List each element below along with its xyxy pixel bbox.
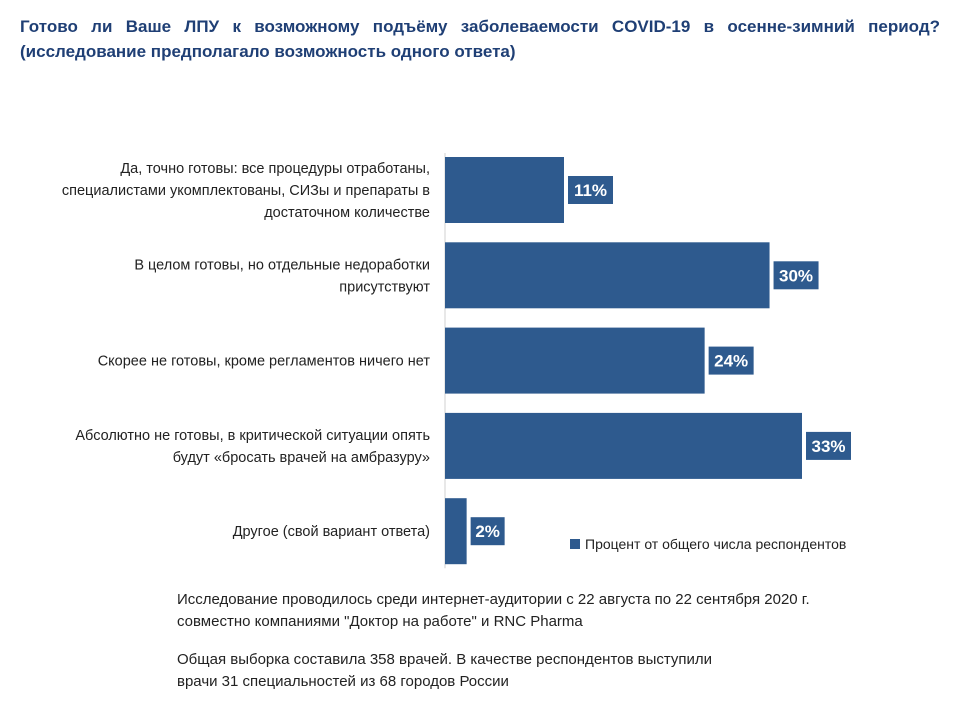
legend-swatch <box>570 539 580 549</box>
category-label-3-line-1: Скорее не готовы, кроме регламентов ничего нет <box>97 353 430 370</box>
data-label-1: 11% <box>573 181 608 200</box>
study-note-line-1: Исследование проводилось среди интернет-аудитории с 22 августа по 22 сентября 2020 г. <box>177 591 810 608</box>
category-label-4-line-2: будут «бросать врачей на амбразуру» <box>172 449 430 466</box>
bar-2 <box>445 242 770 308</box>
category-label-2-line-1: В целом готовы, но отдельные недоработки <box>134 257 430 274</box>
bar-1 <box>445 157 564 223</box>
legend-label: Процент от общего числа респондентов <box>585 536 847 552</box>
bar-3 <box>445 328 705 394</box>
category-label-1-line-2: специалистами укомплектованы, СИЗы и препараты в <box>61 183 430 199</box>
bar-5 <box>445 498 467 564</box>
study-note-period <box>177 589 937 633</box>
data-label-4: 33% <box>811 436 846 456</box>
study-note-line-2: совместно компаниями "Доктор на работе" и RNC Pharma <box>177 613 583 630</box>
data-label-5: 2% <box>475 522 500 542</box>
category-label-5-line-1: Другое (свой вариант ответа) <box>232 524 430 541</box>
category-label-4-line-1: Абсолютно не готовы, в критической ситуации опять <box>75 427 430 444</box>
chart-title: Готово ли Ваше ЛПУ к возможному подъёму заболеваемости COVID-19 в осенне-зимний период? (исследование предполагало возможность одного ответа) <box>20 17 940 61</box>
study-note-sample <box>177 649 877 693</box>
data-label-3: 24% <box>714 351 749 371</box>
category-label-2-line-2: присутствуют <box>339 279 430 296</box>
category-label-1-line-3: достаточном количестве <box>264 205 430 221</box>
study-note-line-3: Общая выборка составила 358 врачей. В качестве респондентов выступили <box>177 651 713 668</box>
study-note-line-4: врачи 31 специальностей из 68 городов России <box>177 673 509 690</box>
data-label-2: 30% <box>779 266 814 286</box>
category-label-1-line-1: Да, точно готовы: все процедуры отработаны, <box>120 161 430 177</box>
bar-4 <box>445 413 802 479</box>
